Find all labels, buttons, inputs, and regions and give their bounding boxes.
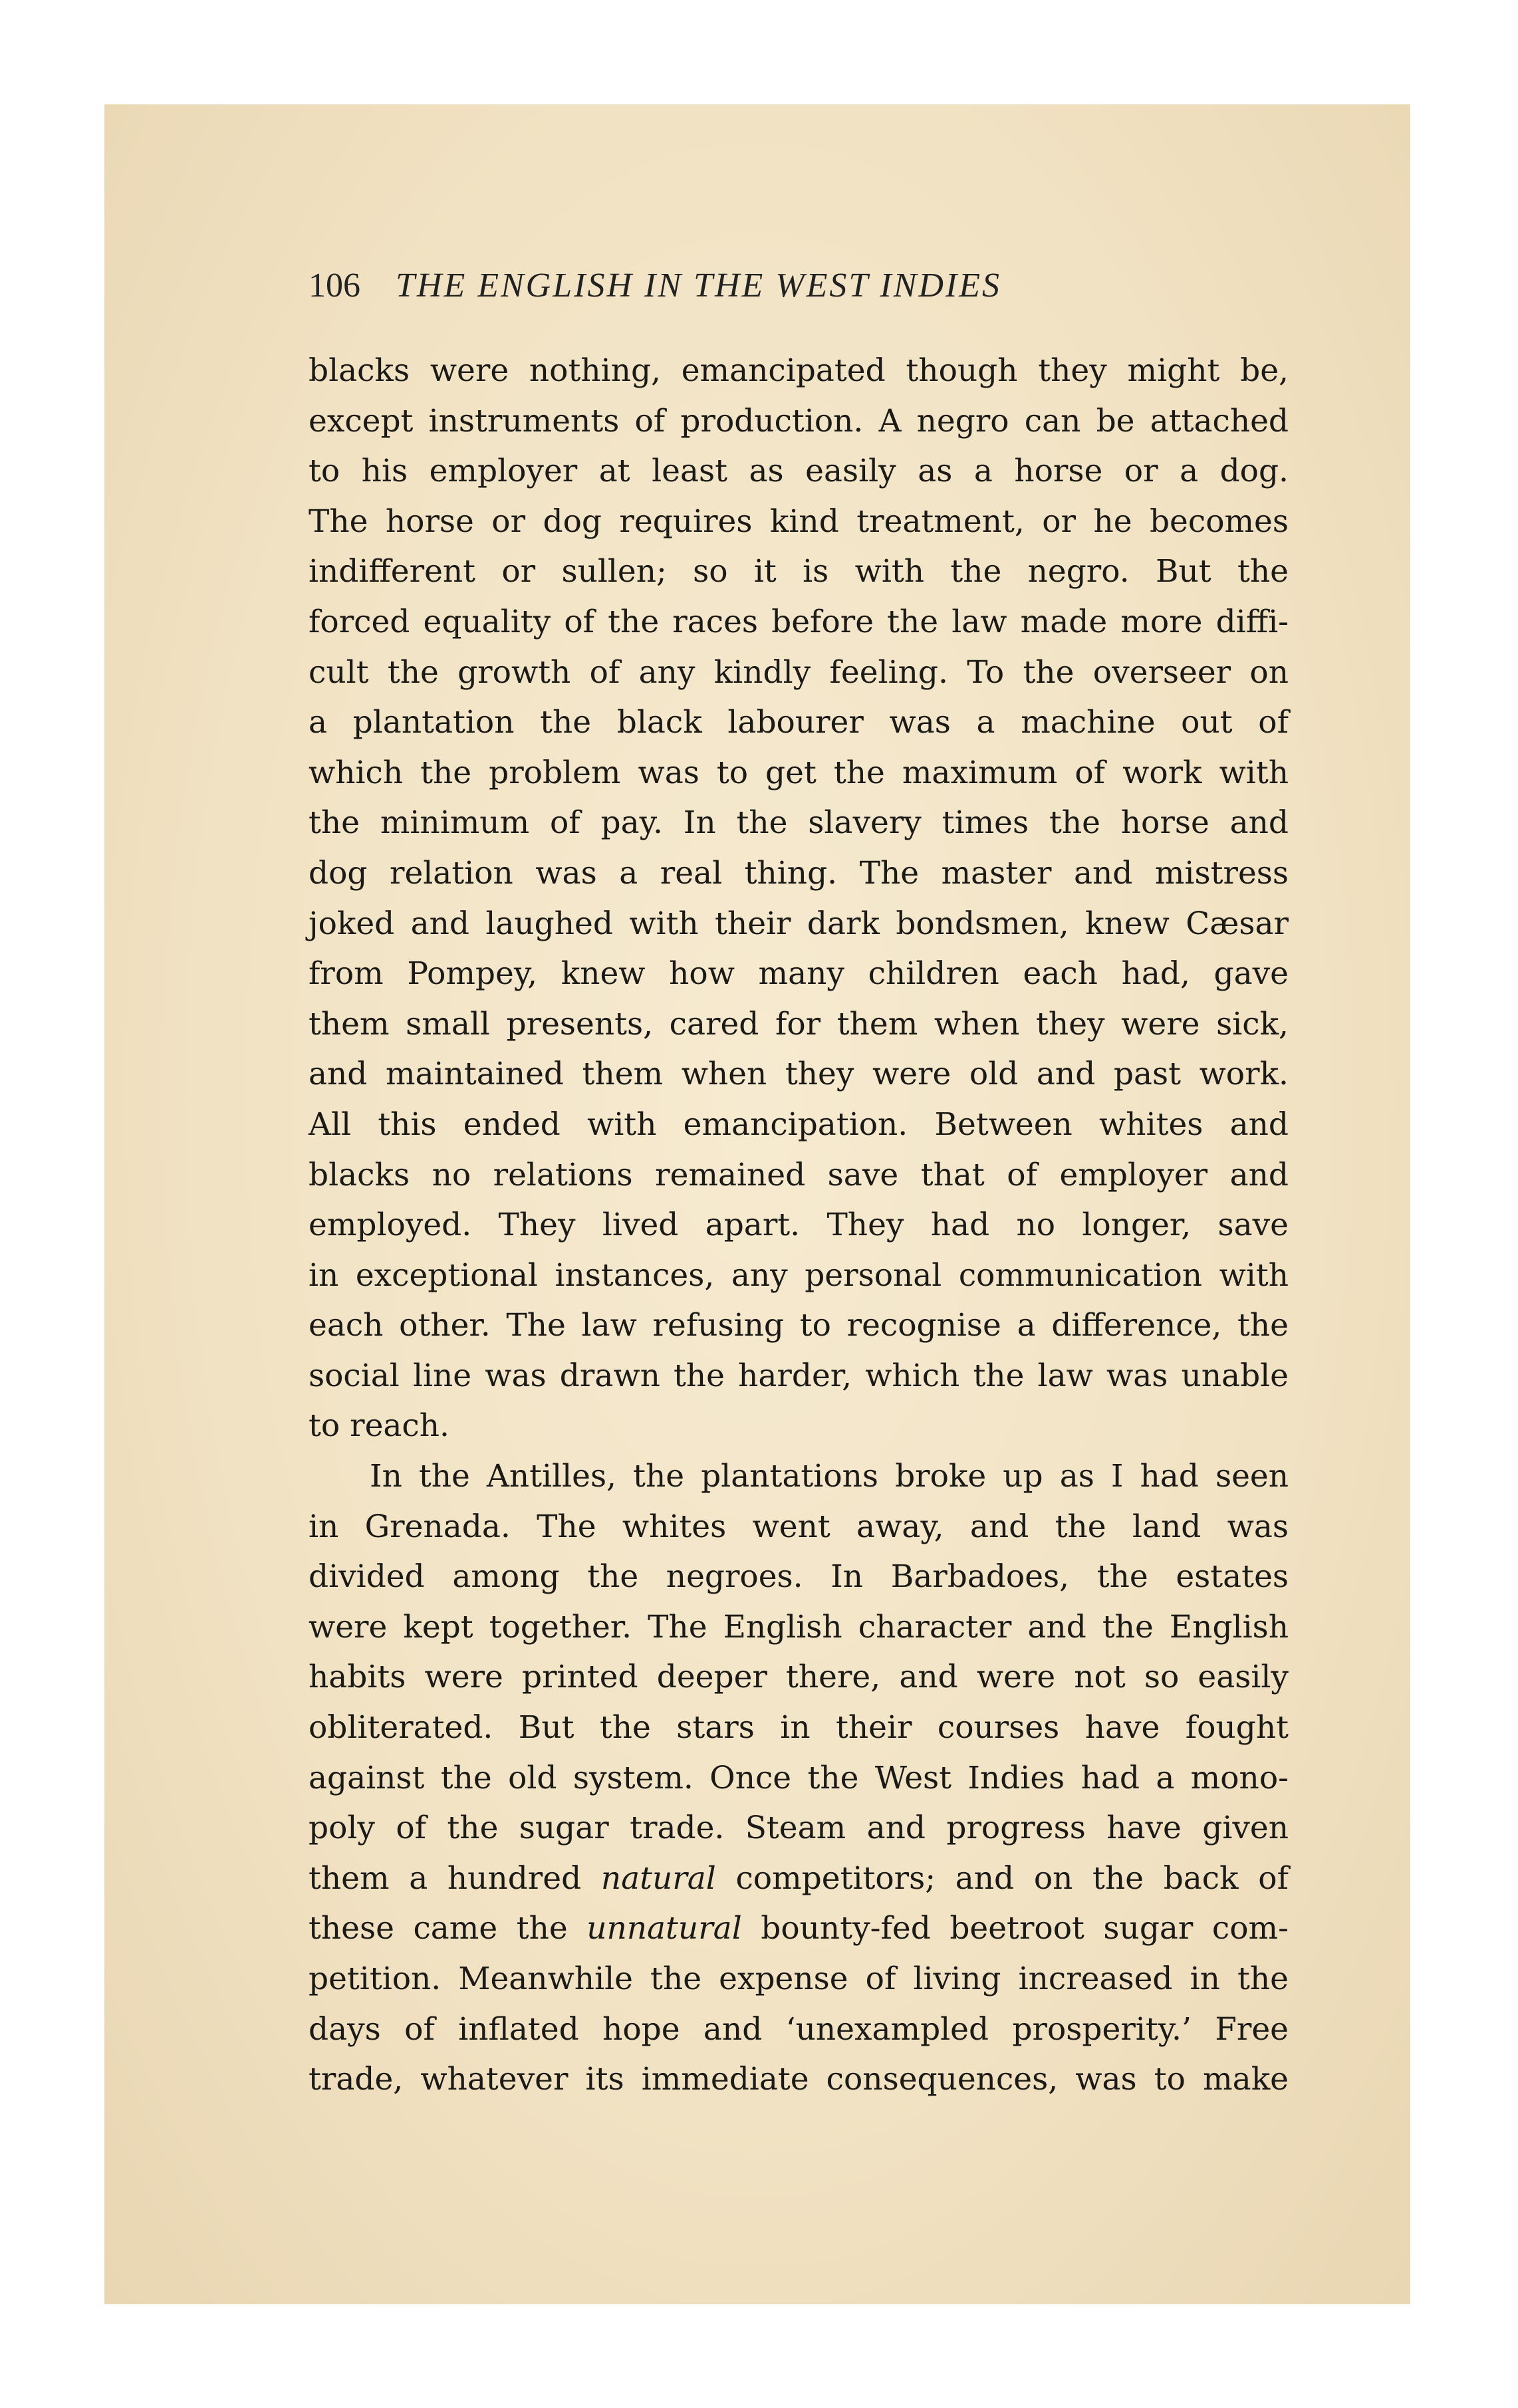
text-segment: them a hundred — [309, 1860, 601, 1897]
text-line: from Pompey, knew how many children each had, gave — [309, 955, 1289, 993]
page-number: 106 — [309, 267, 360, 304]
text-line: them small presents, cared for them when they were sick, — [309, 1005, 1289, 1042]
text-line: All this ended with emancipation. Between whites and — [309, 1106, 1289, 1143]
text-line: a plantation the black labourer was a machine out of — [309, 704, 1289, 741]
text-line: joked and laughed with their dark bondsmen, knew Cæsar — [309, 905, 1289, 942]
text-segment: bounty-fed beetroot sugar com- — [741, 1910, 1289, 1947]
italic-word: natural — [600, 1860, 716, 1897]
italic-word: unnatural — [586, 1910, 742, 1947]
text-line: were kept together. The English character and the English — [309, 1608, 1289, 1645]
text-line: forced equality of the races before the law made more diffi- — [309, 603, 1289, 640]
text-line: to reach. — [309, 1407, 449, 1445]
body-text — [309, 346, 1289, 2105]
text-line: The horse or dog requires kind treatment, or he becomes — [309, 503, 1289, 540]
text-line — [309, 1854, 1289, 1904]
text-line: and maintained them when they were old and past work. — [309, 1056, 1289, 1093]
text-line: days of inflated hope and ‘unexampled prosperity.’ Free — [309, 2010, 1289, 2048]
text-line: in Grenada. The whites went away, and the land was — [309, 1508, 1289, 1545]
text-line: trade, whatever its immediate consequences, was to make — [309, 2061, 1289, 2098]
text-line: blacks no relations remained save that of employer and — [309, 1156, 1289, 1193]
text-line: employed. They lived apart. They had no longer, save — [309, 1207, 1289, 1244]
text-line: In the Antilles, the plantations broke up as I had seen — [370, 1458, 1289, 1495]
text-segment: competitors; and on the back of — [715, 1860, 1289, 1897]
text-line: petition. Meanwhile the expense of living increased in the — [309, 1961, 1289, 1997]
text-line: habits were printed deeper there, and were not so easily — [309, 1659, 1289, 1696]
text-line — [309, 1903, 1289, 1954]
text-line: the minimum of pay. In the slavery times the horse and — [309, 804, 1289, 842]
text-line: social line was drawn the harder, which the law was unable — [309, 1357, 1289, 1394]
running-title: THE ENGLISH IN THE WEST INDIES — [396, 267, 1001, 304]
running-header — [309, 266, 1293, 319]
text-line: against the old system. Once the West Indies had a mono- — [309, 1759, 1289, 1796]
text-line: divided among the negroes. In Barbadoes, the estates — [309, 1558, 1289, 1596]
text-line: each other. The law refusing to recognise a difference, the — [309, 1307, 1289, 1344]
text-line: obliterated. But the stars in their courses have fought — [309, 1709, 1289, 1746]
text-line: blacks were nothing, emancipated though they might be, — [309, 352, 1289, 389]
text-line: except instruments of production. A negro can be attached — [309, 402, 1289, 439]
text-line: poly of the sugar trade. Steam and progress have given — [309, 1810, 1289, 1847]
text-segment: these came the — [309, 1910, 587, 1947]
text-line: indifferent or sullen; so it is with the negro. But the — [309, 553, 1289, 590]
text-line: cult the growth of any kindly feeling. To the overseer on — [309, 654, 1289, 691]
text-line: which the problem was to get the maximum of work with — [309, 754, 1289, 791]
text-line: dog relation was a real thing. The master and mistress — [309, 854, 1289, 892]
text-line: to his employer at least as easily as a horse or a dog. — [309, 453, 1289, 490]
text-line: in exceptional instances, any personal communication with — [309, 1257, 1289, 1294]
